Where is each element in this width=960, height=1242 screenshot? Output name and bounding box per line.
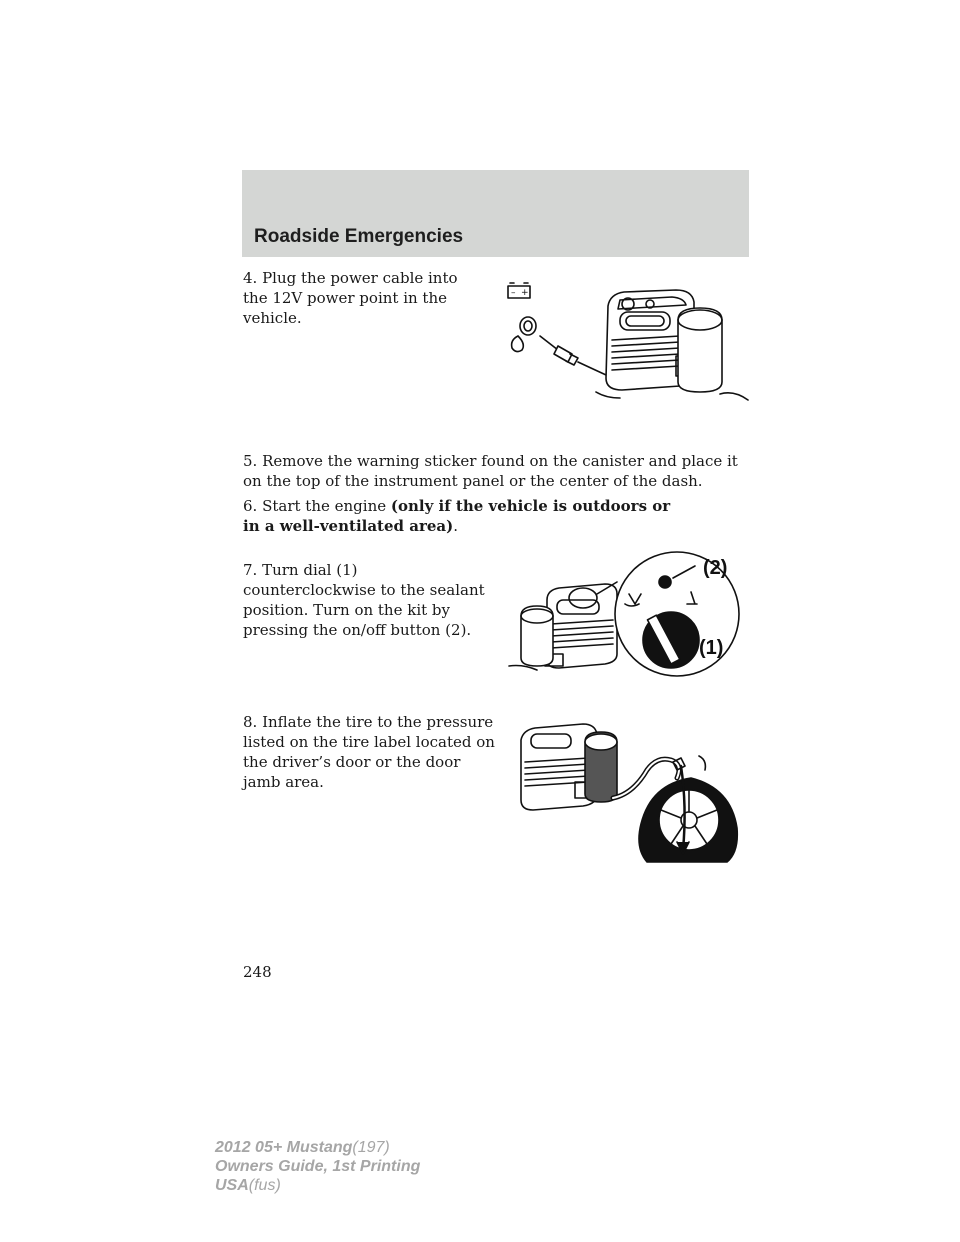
compressor-power-plug-illustration	[500, 278, 750, 418]
battery-plus-sign: +	[521, 288, 529, 298]
sealant-canister	[678, 308, 722, 392]
step-7-text: 7. Turn dial (1) counterclockwise to the sealant position. Turn on the kit by pressing the on/off button (2).	[243, 561, 485, 639]
step-8-text: 8. Inflate the tire to the pressure listed on the tire label located on the driver’s door or the door jamb area.	[243, 713, 495, 791]
power-point-socket	[520, 317, 536, 335]
on-off-button-icon	[659, 576, 671, 588]
step-6-end: .	[453, 517, 459, 535]
footer-model-code: (197)	[352, 1139, 390, 1156]
page-number: 248	[243, 963, 272, 981]
tire-inflation-illustration	[515, 718, 755, 868]
footer-model: 2012 05+ Mustang	[215, 1139, 353, 1156]
step-6-text	[243, 496, 673, 536]
section-title: Roadside Emergencies	[254, 226, 464, 247]
step-4-text: 4. Plug the power cable into the 12V power point in the vehicle.	[243, 269, 458, 327]
footer-market: USA	[215, 1177, 249, 1194]
step-6-warning: (only if the vehicle is outdoors or in a well-ventilated area)	[243, 497, 671, 535]
step-5-text: 5. Remove the warning sticker found on the canister and place it on the top of the instrument panel or the center of the dash.	[243, 452, 738, 490]
footer-market-code: (fus)	[248, 1177, 281, 1194]
battery-minus-sign: –	[511, 288, 516, 298]
step-6-lead: 6. Start the engine	[243, 497, 387, 515]
dial-and-button-illustration	[505, 538, 755, 683]
callout-dial-1: (1)	[699, 637, 724, 659]
callout-button-2: (2)	[703, 557, 728, 579]
footer-guide: Owners Guide, 1st Printing	[215, 1158, 421, 1175]
footer-print-info	[215, 1138, 420, 1195]
